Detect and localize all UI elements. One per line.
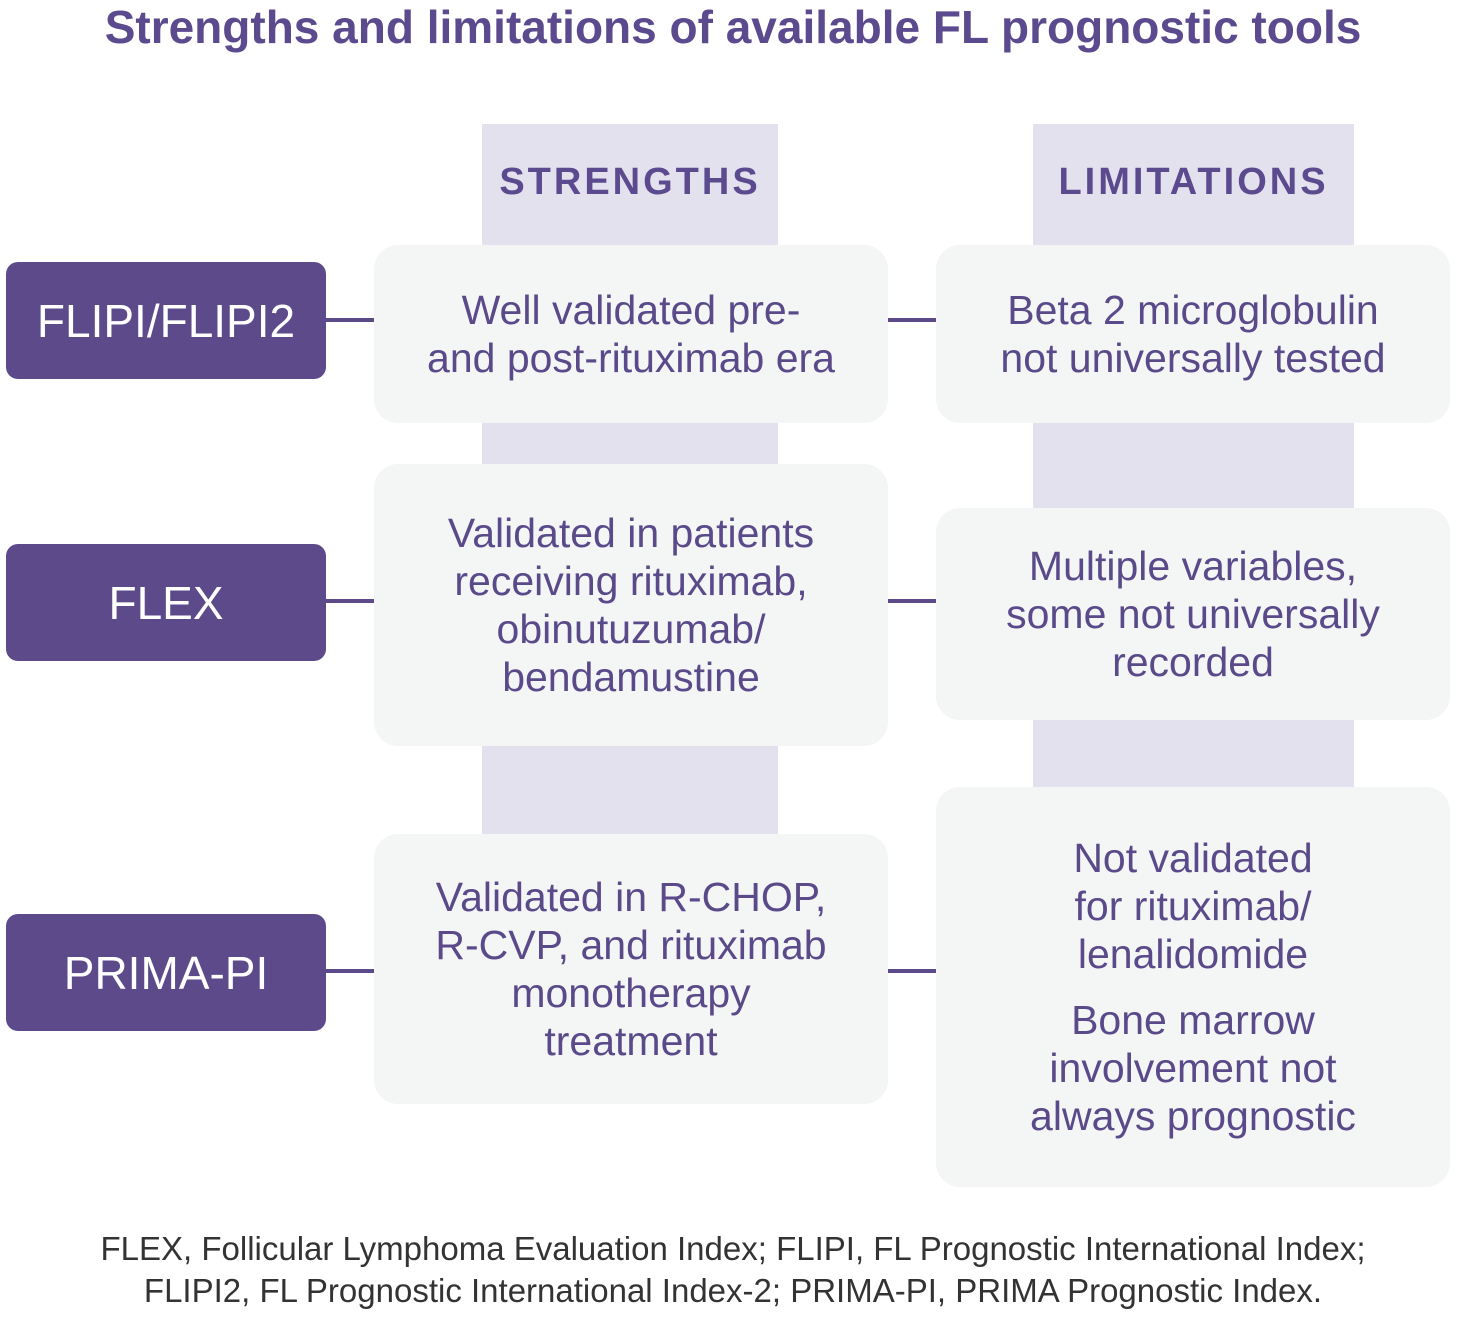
strength-text: Validated in patients receiving rituximab, obinutuzumab/ bendamustine xyxy=(447,510,815,700)
limitation-text: Bone marrow involvement not always prognostic xyxy=(1030,997,1356,1139)
connector-line xyxy=(888,599,936,603)
limitation-card-flex xyxy=(936,508,1450,720)
connector-line xyxy=(888,318,936,322)
limitation-card-prima-pi xyxy=(936,787,1450,1187)
connector-line xyxy=(888,969,936,973)
tool-label-flipi: FLIPI/FLIPI2 xyxy=(6,262,326,379)
strength-card-flipi xyxy=(374,245,888,423)
tool-label-prima-pi: PRIMA-PI xyxy=(6,914,326,1031)
tool-label-flex: FLEX xyxy=(6,544,326,661)
page-title: Strengths and limitations of available FL prognostic tools xyxy=(104,1,1362,53)
connector-line xyxy=(326,599,374,603)
strengths-header: STRENGTHS xyxy=(499,160,761,203)
limitation-text: Beta 2 microglobulin not universally tested xyxy=(1000,287,1386,381)
limitations-header: LIMITATIONS xyxy=(1058,160,1329,203)
limitation-text: Multiple variables, some not universally recorded xyxy=(1006,543,1380,685)
connector-line xyxy=(326,318,374,322)
strength-card-prima-pi xyxy=(374,834,888,1104)
footnote: FLEX, Follicular Lymphoma Evaluation Index; FLIPI, FL Prognostic International Index; FLIPI2, FL Prognostic International Index-2; PRIMA-PI, PRIMA Prognostic Index. xyxy=(100,1230,1366,1309)
strength-card-flex xyxy=(374,464,888,746)
strength-text: Well validated pre- and post-rituximab era xyxy=(427,287,835,381)
strength-text: Validated in R-CHOP, R-CVP, and rituximab monotherapy treatment xyxy=(435,874,827,1064)
limitation-text: Not validated for rituximab/ lenalidomide xyxy=(1073,835,1313,977)
limitation-card-flipi xyxy=(936,245,1450,423)
connector-line xyxy=(326,969,374,973)
